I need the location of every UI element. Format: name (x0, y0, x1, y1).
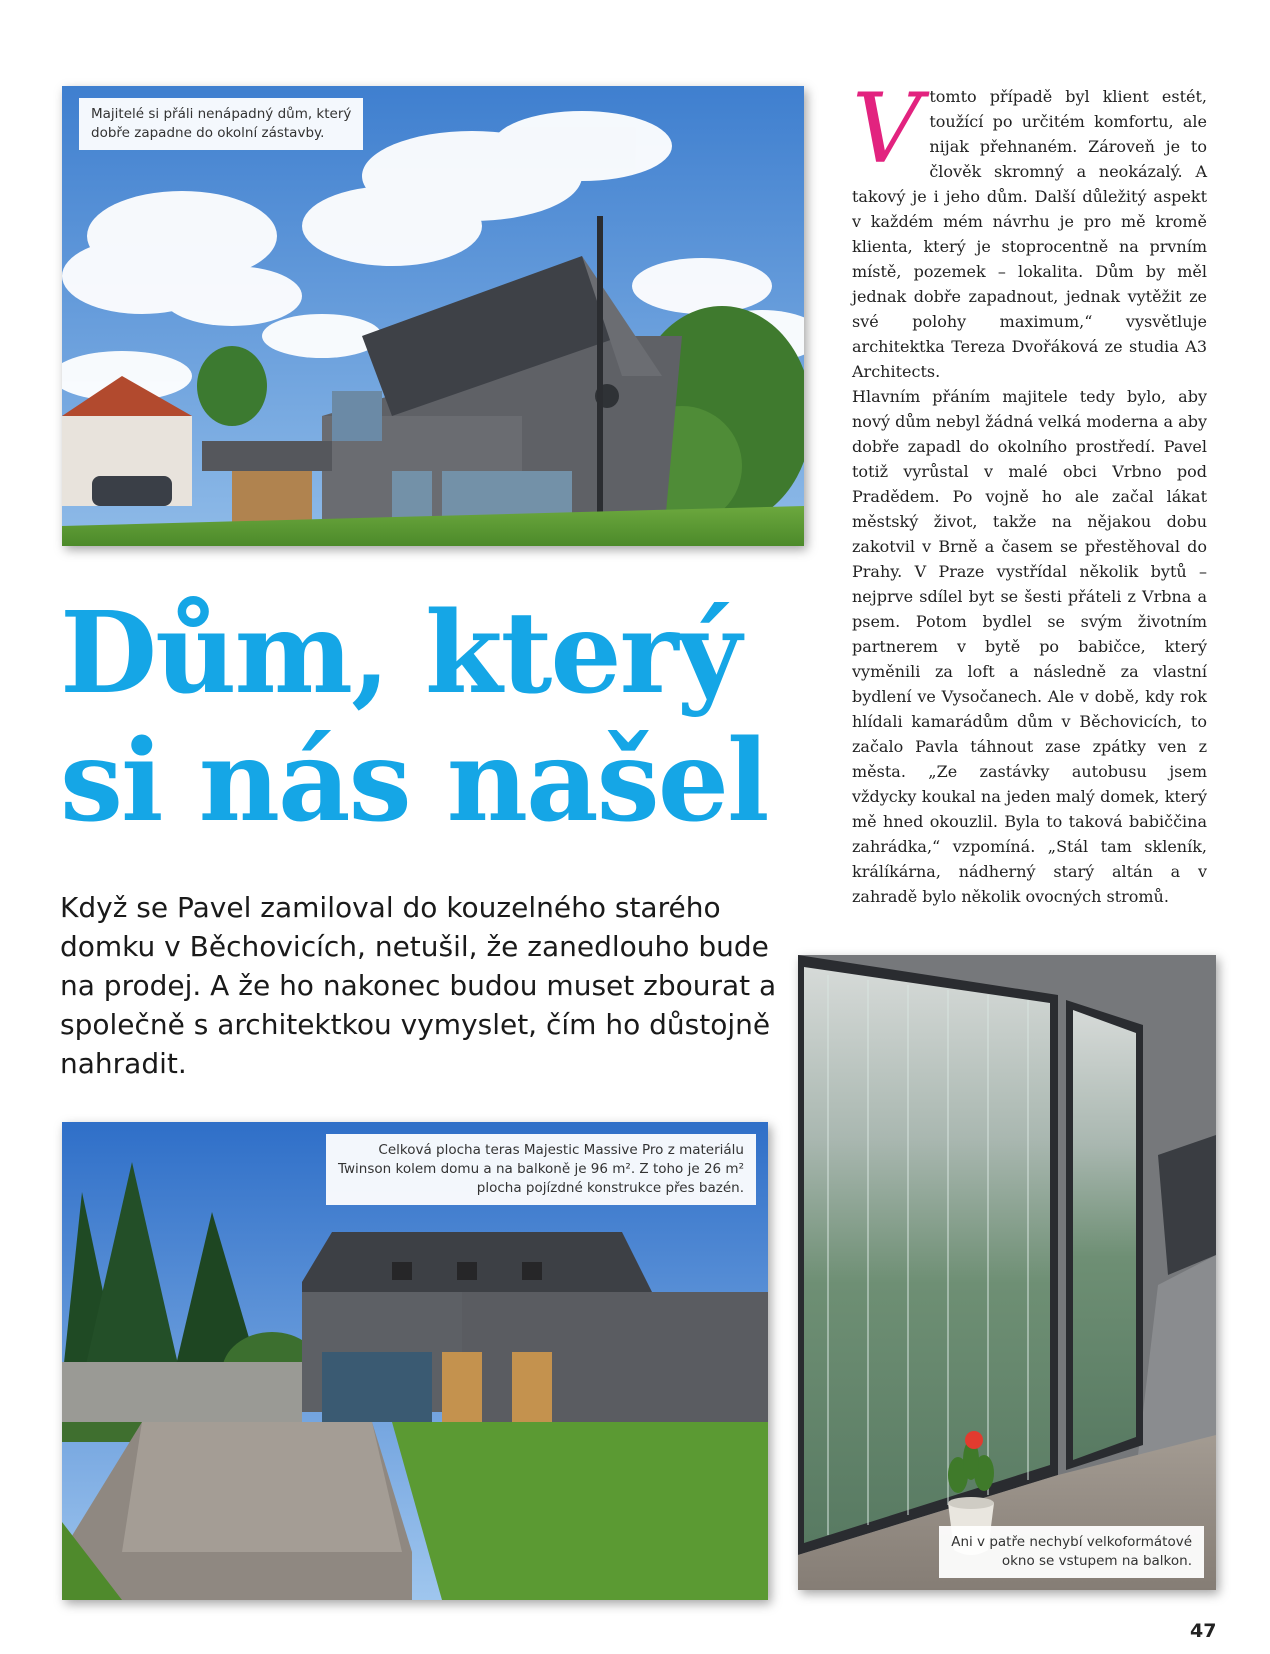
photo-terrace (62, 1122, 768, 1600)
article-paragraph-1 (852, 73, 1207, 384)
article-paragraph-2: Hlavním přáním majitele tedy bylo, aby nový dům nebyl žádná velká moderna a aby dobře zapadl do okolního prostředí. Pavel totiž vyrůstal v malé obci Vrbno pod Pradědem. Po vojně ho ale začal lákat městský život, takže na nějakou dobu zakotvil v Brně a časem se přestěhoval do Prahy. V Praze vystřídal několik bytů – nejprve sdílel byt se šesti přáteli z Vrbna a psem. Potom bydlel se svým životním partnerem v bytě po babičce, který vyměnili za loft a následně za vlastní bydlení ve Vysočanech. Ale v době, kdy rok hlídali kamarádům dům v Běchovicích, to začalo Pavla táhnout zase zpátky ven z města. „Ze zastávky autobusu jsem vždycky koukal na jeden malý domek, který mě hned okouzlil. Byla to taková babiččina zahrádka,“ vzpomíná. „Stál tam skleník, králíkárna, nádherný starý altán a v zahradě bylo několik ovocných stromů. (852, 387, 1207, 906)
headline: Dům, který si nás našel (60, 588, 768, 847)
photo-caption-right: Ani v patře nechybí velkoformátové okno se vstupem na balkon. (939, 1526, 1204, 1578)
photo-caption-top: Majitelé si přáli nenápadný dům, který dobře zapadne do okolní zástavby. (79, 98, 363, 150)
article-paragraph-1-text: tomto případě byl klient estét, toužící po určitém komfortu, ale nijak přehnaném. Zároveň je to člověk skromný a neokázalý. A takový je i jeho dům. Další důležitý aspekt v každém mém návrhu je pro mě kromě klienta, který je stoprocentně na prvním místě, pozemek – lokalita. Dům by měl jednak dobře zapadnout, jednak vytěžit ze své polohy maximum,“ vysvětluje architektka Tereza Dvořáková ze studia A3 Architects. (852, 87, 1207, 381)
page-number: 47 (1190, 1620, 1217, 1642)
photo-house-exterior (62, 86, 804, 546)
drop-cap: V (852, 73, 922, 185)
balcony-window-image (798, 955, 1216, 1590)
lead-paragraph: Když se Pavel zamiloval do kouzelného starého domku v Běchovicích, netušil, že zanedlouho bude na prodej. A že ho nakonec budou muset zbourat a společně s architektkou vymyslet, čím ho důstojně nahradit. (60, 891, 777, 1080)
photo-balcony-window (798, 955, 1216, 1590)
house-exterior-image (62, 86, 804, 546)
photo-caption-bottom-left: Celková plocha teras Majestic Massive Pro z materiálu Twinson kolem domu a na balkoně je 96 m². Z toho je 26 m² plocha pojízdné konstrukce přes bazén. (326, 1134, 756, 1205)
article-column (852, 73, 1207, 909)
